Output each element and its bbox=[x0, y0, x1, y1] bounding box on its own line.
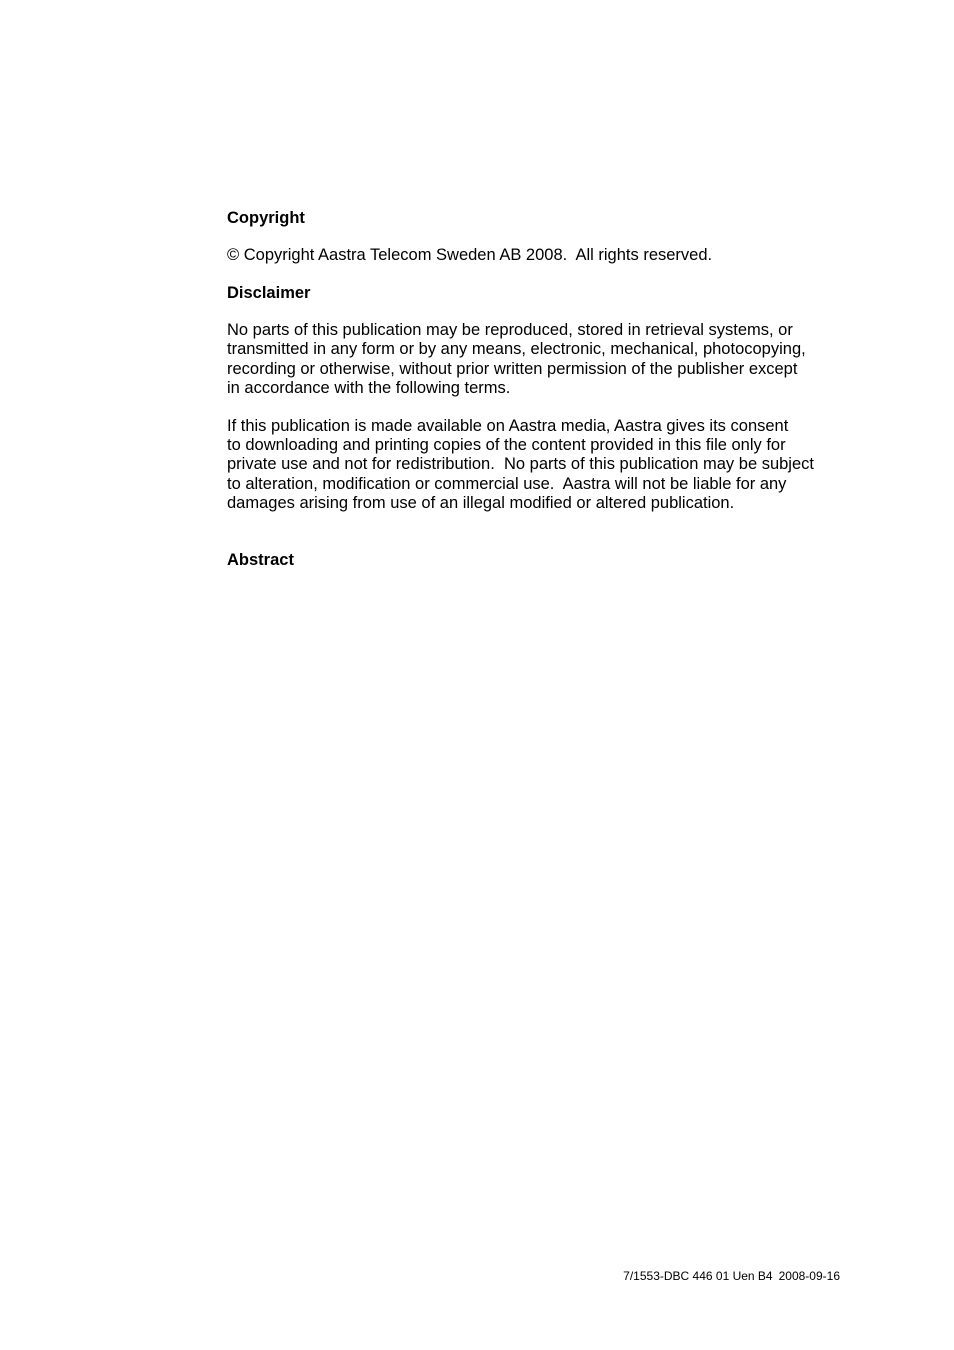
disclaimer-paragraph-1 bbox=[227, 321, 852, 398]
abstract-heading: Abstract bbox=[227, 551, 294, 570]
disclaimer-heading: Disclaimer bbox=[227, 284, 311, 303]
paragraph-line: damages arising from use of an illegal modified or altered publication. bbox=[227, 493, 735, 512]
paragraph-line: transmitted in any form or by any means, electronic, mechanical, photocopying, bbox=[227, 340, 806, 359]
disclaimer-paragraph-2 bbox=[227, 417, 852, 513]
paragraph-line: If this publication is made available on Aastra media, Aastra gives its consent bbox=[227, 417, 789, 436]
copyright-text: © Copyright Aastra Telecom Sweden AB 2008. All rights reserved. bbox=[227, 246, 713, 264]
paragraph-line: private use and not for redistribution. No parts of this publication may be subject bbox=[227, 455, 814, 474]
page-content bbox=[227, 208, 852, 570]
page-footer bbox=[623, 1269, 840, 1283]
document-number: 7/1553-DBC 446 01 Uen B4 bbox=[623, 1269, 773, 1283]
paragraph-line: in accordance with the following terms. bbox=[227, 378, 511, 397]
copyright-heading: Copyright bbox=[227, 209, 305, 227]
paragraph-line: to downloading and printing copies of the content provided in this file only for bbox=[227, 436, 786, 455]
paragraph-line: No parts of this publication may be reproduced, stored in retrieval systems, or bbox=[227, 321, 793, 340]
paragraph-line: recording or otherwise, without prior written permission of the publisher except bbox=[227, 359, 798, 378]
paragraph-line: to alteration, modification or commercial use. Aastra will not be liable for any bbox=[227, 474, 787, 493]
document-date: 2008-09-16 bbox=[778, 1269, 840, 1283]
